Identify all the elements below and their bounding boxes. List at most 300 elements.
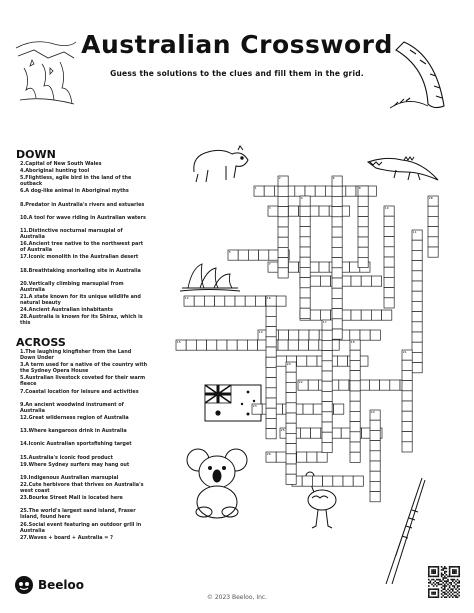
grid-cell[interactable] [360,330,370,340]
grid-number: 14 [258,330,263,335]
grid-cell[interactable] [247,340,257,350]
grid-cell[interactable] [186,340,196,350]
clue-number: 20. [20,280,29,287]
grid-cell[interactable] [286,444,296,454]
grid-cell[interactable] [322,412,332,422]
grid-cell[interactable] [278,340,288,350]
grid-cell[interactable] [266,306,276,316]
copyright-text: © 2023 Beeloo, Inc. [206,594,268,601]
grid-cell[interactable] [303,404,313,414]
clue-number: 14. [20,441,29,448]
grid-number: 24 [370,410,375,415]
clue-number: 25. [20,508,29,515]
grid-cell[interactable] [332,278,342,288]
grid-cell[interactable] [288,206,298,216]
grid-cell[interactable] [286,464,296,474]
grid-cell[interactable] [358,196,368,206]
grid-cell[interactable] [384,277,394,287]
grid-cell[interactable] [350,350,360,360]
grid-cell[interactable] [428,216,438,226]
grid-cell[interactable] [370,441,380,451]
grid-cell[interactable] [412,240,422,250]
down-clue [20,314,148,326]
clue-number: 10. [20,214,29,221]
grid-cell[interactable] [428,206,438,216]
clue-number: 27. [20,534,29,541]
grid-cell[interactable] [278,247,288,257]
grid-cell[interactable] [370,461,380,471]
grid-cell[interactable] [286,474,296,484]
grid-cell[interactable] [300,227,310,237]
grid-cell[interactable] [351,310,361,320]
grid-cell[interactable] [402,411,412,421]
across-clue [20,441,148,447]
clue-text: Australia's iconic food product [28,454,113,461]
grid-cell[interactable] [322,432,332,442]
grid-cell[interactable] [371,276,381,286]
grid-cell[interactable] [237,340,247,350]
grid-cell[interactable] [402,421,412,431]
clue-number: 15. [20,454,29,461]
down-heading: DOWN [16,148,56,161]
grid-cell[interactable] [334,404,344,414]
clue-text: Where Sydney surfers may hang out [28,461,130,468]
clue-number: 16. [20,241,29,248]
grid-cell[interactable] [361,310,371,320]
clue-text: Where kangaroos drink in Australia [28,428,127,435]
across-clue [20,508,148,520]
grid-cell[interactable] [350,452,360,462]
grid-cell[interactable] [322,340,332,350]
grid-cell[interactable] [412,322,422,332]
page-subtitle: Guess the solutions to the clues and fill them in the grid. [110,69,364,78]
clue-text: Social event featuring an outdoor grill in Australia [20,521,142,534]
down-clue [20,228,148,240]
clue-text: A term used for a native of the country with the Sydney Opera House [20,362,148,375]
grid-cell[interactable] [278,186,288,196]
grid-cell[interactable] [319,262,329,272]
grid-cell[interactable] [412,271,422,281]
across-clue [20,362,148,374]
clue-text: Flightless, agile bird in the land of the outback [20,175,132,188]
grid-cell[interactable] [266,388,276,398]
clue-number: 1. [20,349,26,355]
clue-text: Coastal location for leisure and activities [25,388,139,395]
grid-cell[interactable] [382,310,392,320]
clue-text: Iconic monolith in the Australian desert [28,254,139,261]
grid-cell[interactable] [311,428,321,438]
grid-cell[interactable] [300,298,310,308]
grid-cell[interactable] [350,330,360,340]
clue-number: 12. [20,415,29,421]
grid-cell[interactable] [259,250,269,260]
grid-cell[interactable] [370,481,380,491]
clue-number: 3. [20,362,26,369]
clue-text: The world's largest sand island, Fraser Island, found here [20,508,136,521]
grid-cell[interactable] [215,296,225,306]
grid-cell[interactable] [384,298,394,308]
grid-cell[interactable] [384,247,394,257]
clue-number: 23. [20,495,29,502]
grid-cell[interactable] [278,207,288,217]
grid-cell[interactable] [235,296,245,306]
grid-cell[interactable] [217,340,227,350]
across-clue [20,389,148,395]
grid-cell[interactable] [320,276,330,286]
grid-cell[interactable] [332,288,342,298]
grid-cell[interactable] [428,237,438,247]
across-clue [20,428,148,434]
grid-cell[interactable] [319,206,329,216]
across-clue [20,495,148,501]
clue-text: Predator in Australia's rivers and estuaries [25,201,145,208]
clue-text: Ancient Australian inhabitants [28,307,113,314]
grid-cell[interactable] [402,401,412,411]
grid-cell[interactable] [384,237,394,247]
grid-cell[interactable] [359,380,369,390]
grid-cell[interactable] [225,296,235,306]
grid-cell[interactable] [350,442,360,452]
grid-cell[interactable] [350,432,360,442]
grid-cell[interactable] [402,381,412,391]
grid-cell[interactable] [266,347,276,357]
across-clue [20,482,148,494]
grid-cell[interactable] [307,356,317,366]
grid-cell[interactable] [278,217,288,227]
grid-cell[interactable] [358,217,368,227]
grid-cell[interactable] [276,296,286,306]
grid-cell[interactable] [286,403,296,413]
clue-text: Vertically climbing marsupial from Australia [20,280,124,293]
grid-cell[interactable] [300,257,310,267]
grid-cell[interactable] [350,422,360,432]
grid-cell[interactable] [196,340,206,350]
grid-cell[interactable] [332,237,342,247]
grid-cell[interactable] [300,206,310,216]
clue-number: 6. [20,188,26,195]
grid-cell[interactable] [300,267,310,277]
grid-cell[interactable] [402,370,412,380]
grid-cell[interactable] [332,298,342,308]
grid-cell[interactable] [332,207,342,217]
grid-cell[interactable] [412,261,422,271]
grid-cell[interactable] [343,476,353,486]
grid-cell[interactable] [322,402,332,412]
clue-number: 5. [20,375,26,382]
grid-cell[interactable] [332,329,342,339]
grid-cell[interactable] [266,367,276,377]
grid-cell[interactable] [358,247,368,257]
across-clue [20,522,148,534]
grid-cell[interactable] [317,452,327,462]
grid-cell[interactable] [194,296,204,306]
grid-cell[interactable] [322,442,332,452]
grid-cell[interactable] [278,330,288,340]
grid-cell[interactable] [402,360,412,370]
grid-cell[interactable] [370,420,380,430]
grid-number: 2 [278,176,281,181]
grid-cell[interactable] [380,380,390,390]
grid-cell[interactable] [207,340,217,350]
grid-cell[interactable] [266,418,276,428]
grid-cell[interactable] [266,337,276,347]
grid-cell[interactable] [333,476,343,486]
beeloo-logo-icon [14,575,34,595]
grid-cell[interactable] [428,247,438,257]
grid-cell[interactable] [428,227,438,237]
grid-cell[interactable] [300,308,310,318]
across-clue [20,475,148,481]
clue-text: Breathtaking snorkeling site in Australia [28,267,141,274]
grid-cell[interactable] [369,380,379,390]
grid-cell[interactable] [255,296,265,306]
down-clue [20,175,148,187]
grid-cell[interactable] [370,471,380,481]
grid-number: 11 [412,230,417,235]
grid-cell[interactable] [266,327,276,337]
down-clue [20,254,148,260]
grid-cell[interactable] [322,422,332,432]
grid-cell[interactable] [332,217,342,227]
down-clue [20,307,148,313]
grid-cell[interactable] [308,380,318,390]
grid-cell[interactable] [286,393,296,403]
grid-cell[interactable] [370,330,380,340]
grid-cell[interactable] [266,378,276,388]
grid-cell[interactable] [370,451,380,461]
grid-cell[interactable] [358,237,368,247]
grid-cell[interactable] [278,237,288,247]
down-clue [20,202,148,208]
clue-text: The laughing kingfisher from the Land Down Under [20,349,132,362]
grid-cell[interactable] [320,310,330,320]
grid-number: 15 [176,340,181,345]
grid-cell[interactable] [307,452,317,462]
grid-cell[interactable] [412,342,422,352]
grid-cell[interactable] [358,227,368,237]
grid-cell[interactable] [358,257,368,267]
grid-cell[interactable] [350,381,360,391]
across-clue [20,349,148,361]
grid-cell[interactable] [350,411,360,421]
down-clue [20,188,148,194]
grid-cell[interactable] [322,381,332,391]
grid-cell[interactable] [309,330,319,340]
grid-cell[interactable] [266,316,276,326]
grid-cell[interactable] [266,357,276,367]
clue-text: A tool for wave riding in Australian waters [28,214,146,221]
grid-cell[interactable] [286,413,296,423]
grid-cell[interactable] [339,380,349,390]
grid-cell[interactable] [323,476,333,486]
grid-cell[interactable] [412,250,422,260]
grid-cell[interactable] [332,258,342,268]
clue-number: 19. [20,474,29,481]
clue-text: Bourke Street Mall is located here [28,495,123,502]
grid-cell[interactable] [332,227,342,237]
grid-number: 6 [332,176,335,181]
clue-number: 8. [20,201,26,208]
clue-text: Capital of New South Wales [25,161,102,167]
grid-cell[interactable] [350,371,360,381]
grid-cell[interactable] [300,247,310,257]
grid-cell[interactable] [350,391,360,401]
grid-cell[interactable] [358,206,368,216]
clue-text: Distinctive nocturnal marsupial of Australia [20,228,123,241]
grid-cell[interactable] [361,276,371,286]
grid-cell[interactable] [384,267,394,277]
grid-cell[interactable] [312,476,322,486]
grid-cell[interactable] [384,257,394,267]
grid-cell[interactable] [310,276,320,286]
grid-cell[interactable] [412,332,422,342]
grid-cell[interactable] [390,380,400,390]
grid-cell[interactable] [402,391,412,401]
clue-number: 13. [20,428,29,435]
grid-cell[interactable] [412,291,422,301]
qr-code-icon[interactable] [428,566,460,598]
grid-cell[interactable] [289,330,299,340]
grid-cell[interactable] [332,186,342,196]
grid-cell[interactable] [302,476,312,486]
grid-number: 3 [268,206,271,211]
grid-cell[interactable] [300,216,310,226]
grid-cell[interactable] [412,352,422,362]
grid-cell[interactable] [350,360,360,370]
across-clue [20,375,148,387]
grid-cell[interactable] [322,351,332,361]
grid-number: 10 [384,206,389,211]
grid-cell[interactable] [297,452,307,462]
grid-number: 26 [266,452,271,457]
clue-number: 4. [20,168,26,175]
clue-number: 19. [20,461,29,468]
grid-cell[interactable] [332,309,342,319]
across-heading: ACROSS [16,336,66,349]
across-clue [20,415,148,421]
grid-cell[interactable] [309,340,319,350]
across-clue [20,402,148,414]
grid-cell[interactable] [297,356,307,366]
clue-text: Great wilderness region of Australia [28,415,129,421]
grid-cell[interactable] [286,433,296,443]
grid-cell[interactable] [332,196,342,206]
grid-cell[interactable] [305,186,315,196]
grid-cell[interactable] [288,262,298,272]
grid-cell[interactable] [370,492,380,502]
grid-cell[interactable] [299,330,309,340]
grid-cell[interactable] [300,288,310,298]
grid-cell[interactable] [245,296,255,306]
grid-cell[interactable] [286,454,296,464]
clue-text: Ancient tree native to the northwest part of Australia [20,241,144,254]
grid-cell[interactable] [384,216,394,226]
grid-cell[interactable] [204,296,214,306]
grid-cell[interactable] [322,330,332,340]
grid-cell[interactable] [322,361,332,371]
grid-cell[interactable] [286,423,296,433]
grid-cell[interactable] [384,288,394,298]
grid-cell[interactable] [310,310,320,320]
across-clue [20,535,148,541]
clue-text: Australian livestock coveted for their warm fleece [20,375,146,388]
grid-cell[interactable] [315,186,325,196]
grid-cell[interactable] [322,391,332,401]
grid-cell[interactable] [276,452,286,462]
grid-number: 8 [358,186,361,191]
grid-number: 21 [402,350,407,355]
clue-text: Australia is known for its Shiraz, which is this [20,314,143,327]
down-clue [20,294,148,306]
grid-cell[interactable] [402,432,412,442]
grid-cell[interactable] [266,429,276,439]
grid-cell[interactable] [332,247,342,257]
grid-cell[interactable] [238,250,248,260]
clue-number: 26. [20,521,29,528]
grid-cell[interactable] [371,310,381,320]
grid-number: 20 [286,362,291,367]
clue-number: 9. [20,401,26,408]
grid-cell[interactable] [322,371,332,381]
grid-cell[interactable] [278,196,288,206]
grid-cell[interactable] [402,442,412,452]
grid-number: 17 [322,320,327,325]
grid-cell[interactable] [248,250,258,260]
grid-cell[interactable] [266,398,276,408]
grid-number: 25 [280,428,285,433]
down-clue [20,268,148,274]
grid-cell[interactable] [286,382,296,392]
grid-cell[interactable] [300,237,310,247]
grid-cell[interactable] [337,356,347,366]
grid-cell[interactable] [412,363,422,373]
grid-cell[interactable] [264,186,274,196]
grid-cell[interactable] [332,319,342,329]
grid-cell[interactable] [227,340,237,350]
across-clue [20,462,148,468]
grid-cell[interactable] [288,340,298,350]
grid-cell[interactable] [266,408,276,418]
grid-cell[interactable] [346,186,356,196]
clue-text: Indigenous Australian marsupial [28,474,119,481]
grid-number: 28 [428,196,433,201]
clue-number: 21. [20,294,29,300]
grid-cell[interactable] [412,301,422,311]
grid-cell[interactable] [276,356,286,366]
grid-cell[interactable] [384,226,394,236]
grid-cell[interactable] [278,227,288,237]
down-clue [20,215,148,221]
grid-cell[interactable] [286,372,296,382]
grid-cell[interactable] [300,428,310,438]
grid-cell[interactable] [351,276,361,286]
down-clue [20,168,148,174]
grid-cell[interactable] [332,268,342,278]
page-title: Australian Crossword [81,30,393,59]
grid-cell[interactable] [350,401,360,411]
grid-number: 12 [184,296,189,301]
grid-cell[interactable] [269,250,279,260]
grid-cell[interactable] [370,430,380,440]
grid-cell[interactable] [300,278,310,288]
grid-cell[interactable] [298,340,308,350]
grid-cell[interactable] [278,268,288,278]
grid-cell[interactable] [412,281,422,291]
grid-cell[interactable] [295,186,305,196]
grid-cell[interactable] [412,312,422,322]
grid-cell[interactable] [353,476,363,486]
grid-cell[interactable] [278,258,288,268]
